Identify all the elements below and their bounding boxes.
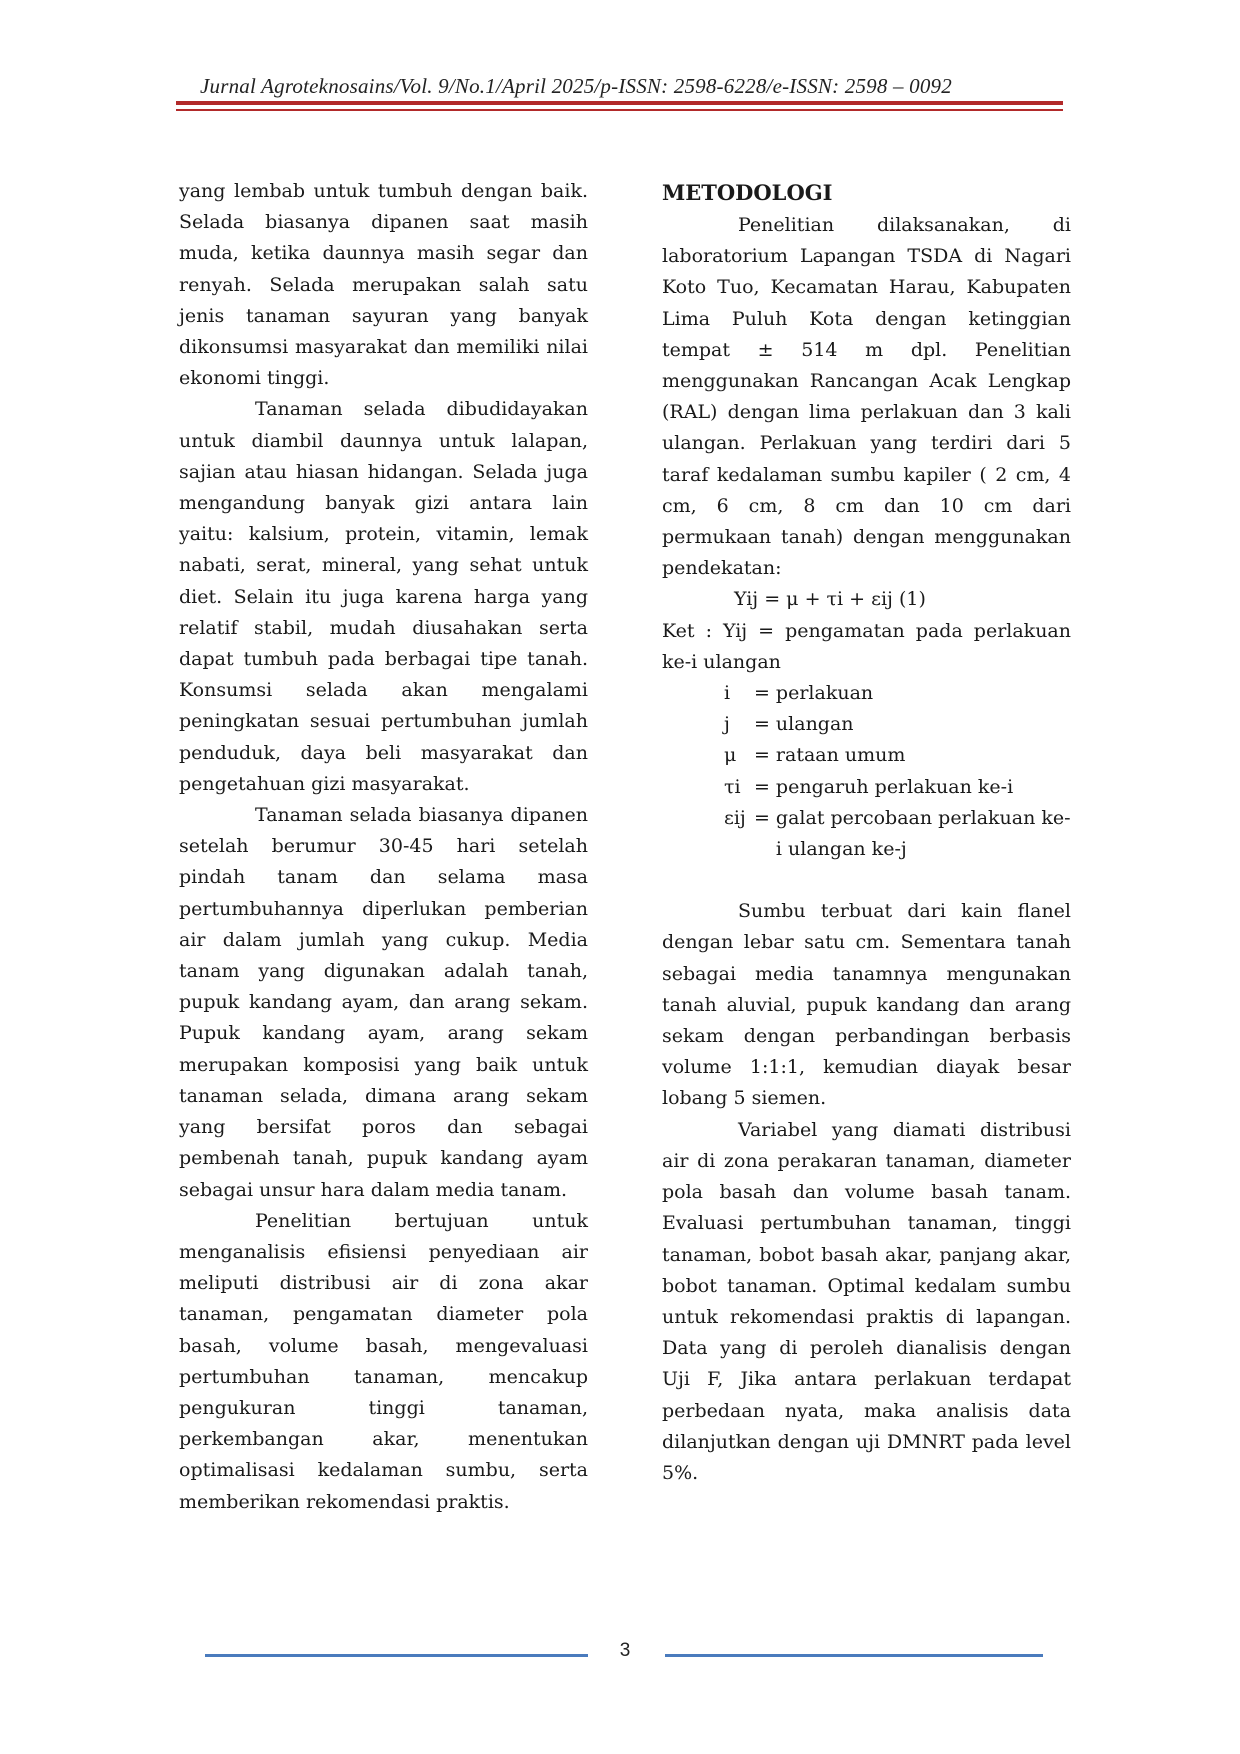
ket-symbol: i [724, 682, 731, 705]
model-equation: Yij = μ + τi + εij (1) [734, 588, 926, 611]
left-paragraph-1: yang lembab untuk tumbuh dengan baik. Selada biasanya dipanen saat masih muda, ketika daunnya masih segar dan renyah. Selada merupakan salah satu jenis tanaman sayuran yang banyak dikonsumsi masyarakat dan memiliki nilai ekonomi tinggi. [179, 180, 588, 390]
ket-equals: = [754, 713, 770, 736]
ket-equals: = [754, 744, 770, 767]
ket-equals: = [754, 806, 770, 829]
left-paragraph-4: Penelitian bertujuan untuk menganalisis efisiensi penyediaan air meliputi distribusi air di zona akar tanaman, pengamatan diameter pola basah, volume basah, mengevaluasi pertumbuhan tanaman, mencakup pengukuran tinggi tanaman, perkembangan akar, menentukan optimalisasi kedalaman sumbu, serta memberikan rekomendasi praktis. [179, 1209, 588, 1513]
ket-item [724, 803, 1071, 865]
ket-item [724, 678, 1071, 709]
ket-description: perlakuan [775, 682, 874, 705]
ket-item [724, 709, 1071, 740]
ket-description: galat percobaan perlakuan ke-i ulangan ke-j [775, 806, 1071, 861]
right-column [662, 176, 1071, 1489]
ket-line: Ket : Yij = pengamatan pada perlakuan ke-i ulangan [662, 619, 1071, 673]
page-number: 3 [619, 1640, 631, 1661]
ket-description: pengaruh perlakuan ke-i [775, 775, 1014, 798]
ket-equals: = [754, 682, 770, 705]
ket-symbol: μ [724, 744, 737, 767]
header-rule-thin [176, 109, 1063, 111]
left-column [179, 176, 588, 1518]
ket-description: ulangan [775, 713, 854, 736]
ket-item [724, 772, 1071, 803]
footer-rule-left [205, 1654, 588, 1657]
left-paragraph-2: Tanaman selada dibudidayakan untuk diambil daunnya untuk lalapan, sajian atau hiasan hidangan. Selada juga mengandung banyak gizi antara lain yaitu: kalsium, protein, vitamin, lemak nabati, serat, mineral, yang sehat untuk diet. Selain itu juga karena harga yang relatif stabil, mudah diusahakan serta dapat tumbuh pada berbagai tipe tanah. Konsumsi selada akan mengalami peningkatan sesuai pertumbuhan jumlah penduduk, daya beli masyarakat dan pengetahuan gizi masyarakat. [179, 398, 588, 795]
ket-item [724, 740, 1071, 771]
ket-description: rataan umum [775, 744, 906, 767]
footer-rule-right [665, 1654, 1043, 1657]
ket-equals: = [754, 775, 770, 798]
method-paragraph-2: Variabel yang diamati distribusi air di zona perakaran tanaman, diameter pola basah dan volume basah tanam. Evaluasi pertumbuhan tanaman, tinggi tanaman, bobot basah akar, panjang akar, bobot tanaman. Optimal kedalam sumbu untuk rekomendasi praktis di lapangan. Data yang di peroleh dianalisis dengan Uji F, Jika antara perlakuan terdapat perbedaan nyata, maka analisis data dilanjutkan dengan uji DMNRT pada level 5%. [662, 1118, 1071, 1484]
method-intro: Penelitian dilaksanakan, di laboratorium Lapangan TSDA di Nagari Koto Tuo, Kecamatan Harau, Kabupaten Lima Puluh Kota dengan ketinggian tempat ± 514 m dpl. Penelitian menggunakan Rancangan Acak Lengkap (RAL) dengan lima perlakuan dan 3 kali ulangan. Perlakuan yang terdiri dari 5 taraf kedalaman sumbu kapiler ( 2 cm, 4 cm, 6 cm, 8 cm dan 10 cm dari permukaan tanah) dengan menggunakan pendekatan: [662, 214, 1071, 580]
header-rule-thick [176, 101, 1063, 105]
method-paragraph-1: Sumbu terbuat dari kain flanel dengan lebar satu cm. Sementara tanah sebagai media tanamnya mengunakan tanah aluvial, pupuk kandang dan arang sekam dengan perbandingan berbasis volume 1:1:1, kemudian diayak besar lobang 5 siemen. [662, 900, 1071, 1110]
ket-symbol: τi [724, 775, 741, 798]
journal-header: Jurnal Agroteknosains/Vol. 9/No.1/April 2025/p-ISSN: 2598-6228/e-ISSN: 2598 – 0092 [200, 74, 952, 98]
left-paragraph-3: Tanaman selada biasanya dipanen setelah berumur 30-45 hari setelah pindah tanam dan selama masa pertumbuhannya diperlukan pemberian air dalam jumlah yang cukup. Media tanam yang digunakan adalah tanah, pupuk kandang ayam, dan arang sekam. Pupuk kandang ayam, arang sekam merupakan komposisi yang baik untuk tanaman selada, dimana arang sekam yang bersifat poros dan sebagai pembenah tanah, pupuk kandang ayam sebagai unsur hara dalam media tanam. [179, 804, 588, 1201]
section-heading: METODOLOGI [662, 180, 833, 205]
spacer [662, 865, 1071, 896]
ket-symbol: j [724, 713, 730, 736]
ket-list [662, 678, 1071, 865]
ket-symbol: εij [724, 806, 746, 829]
